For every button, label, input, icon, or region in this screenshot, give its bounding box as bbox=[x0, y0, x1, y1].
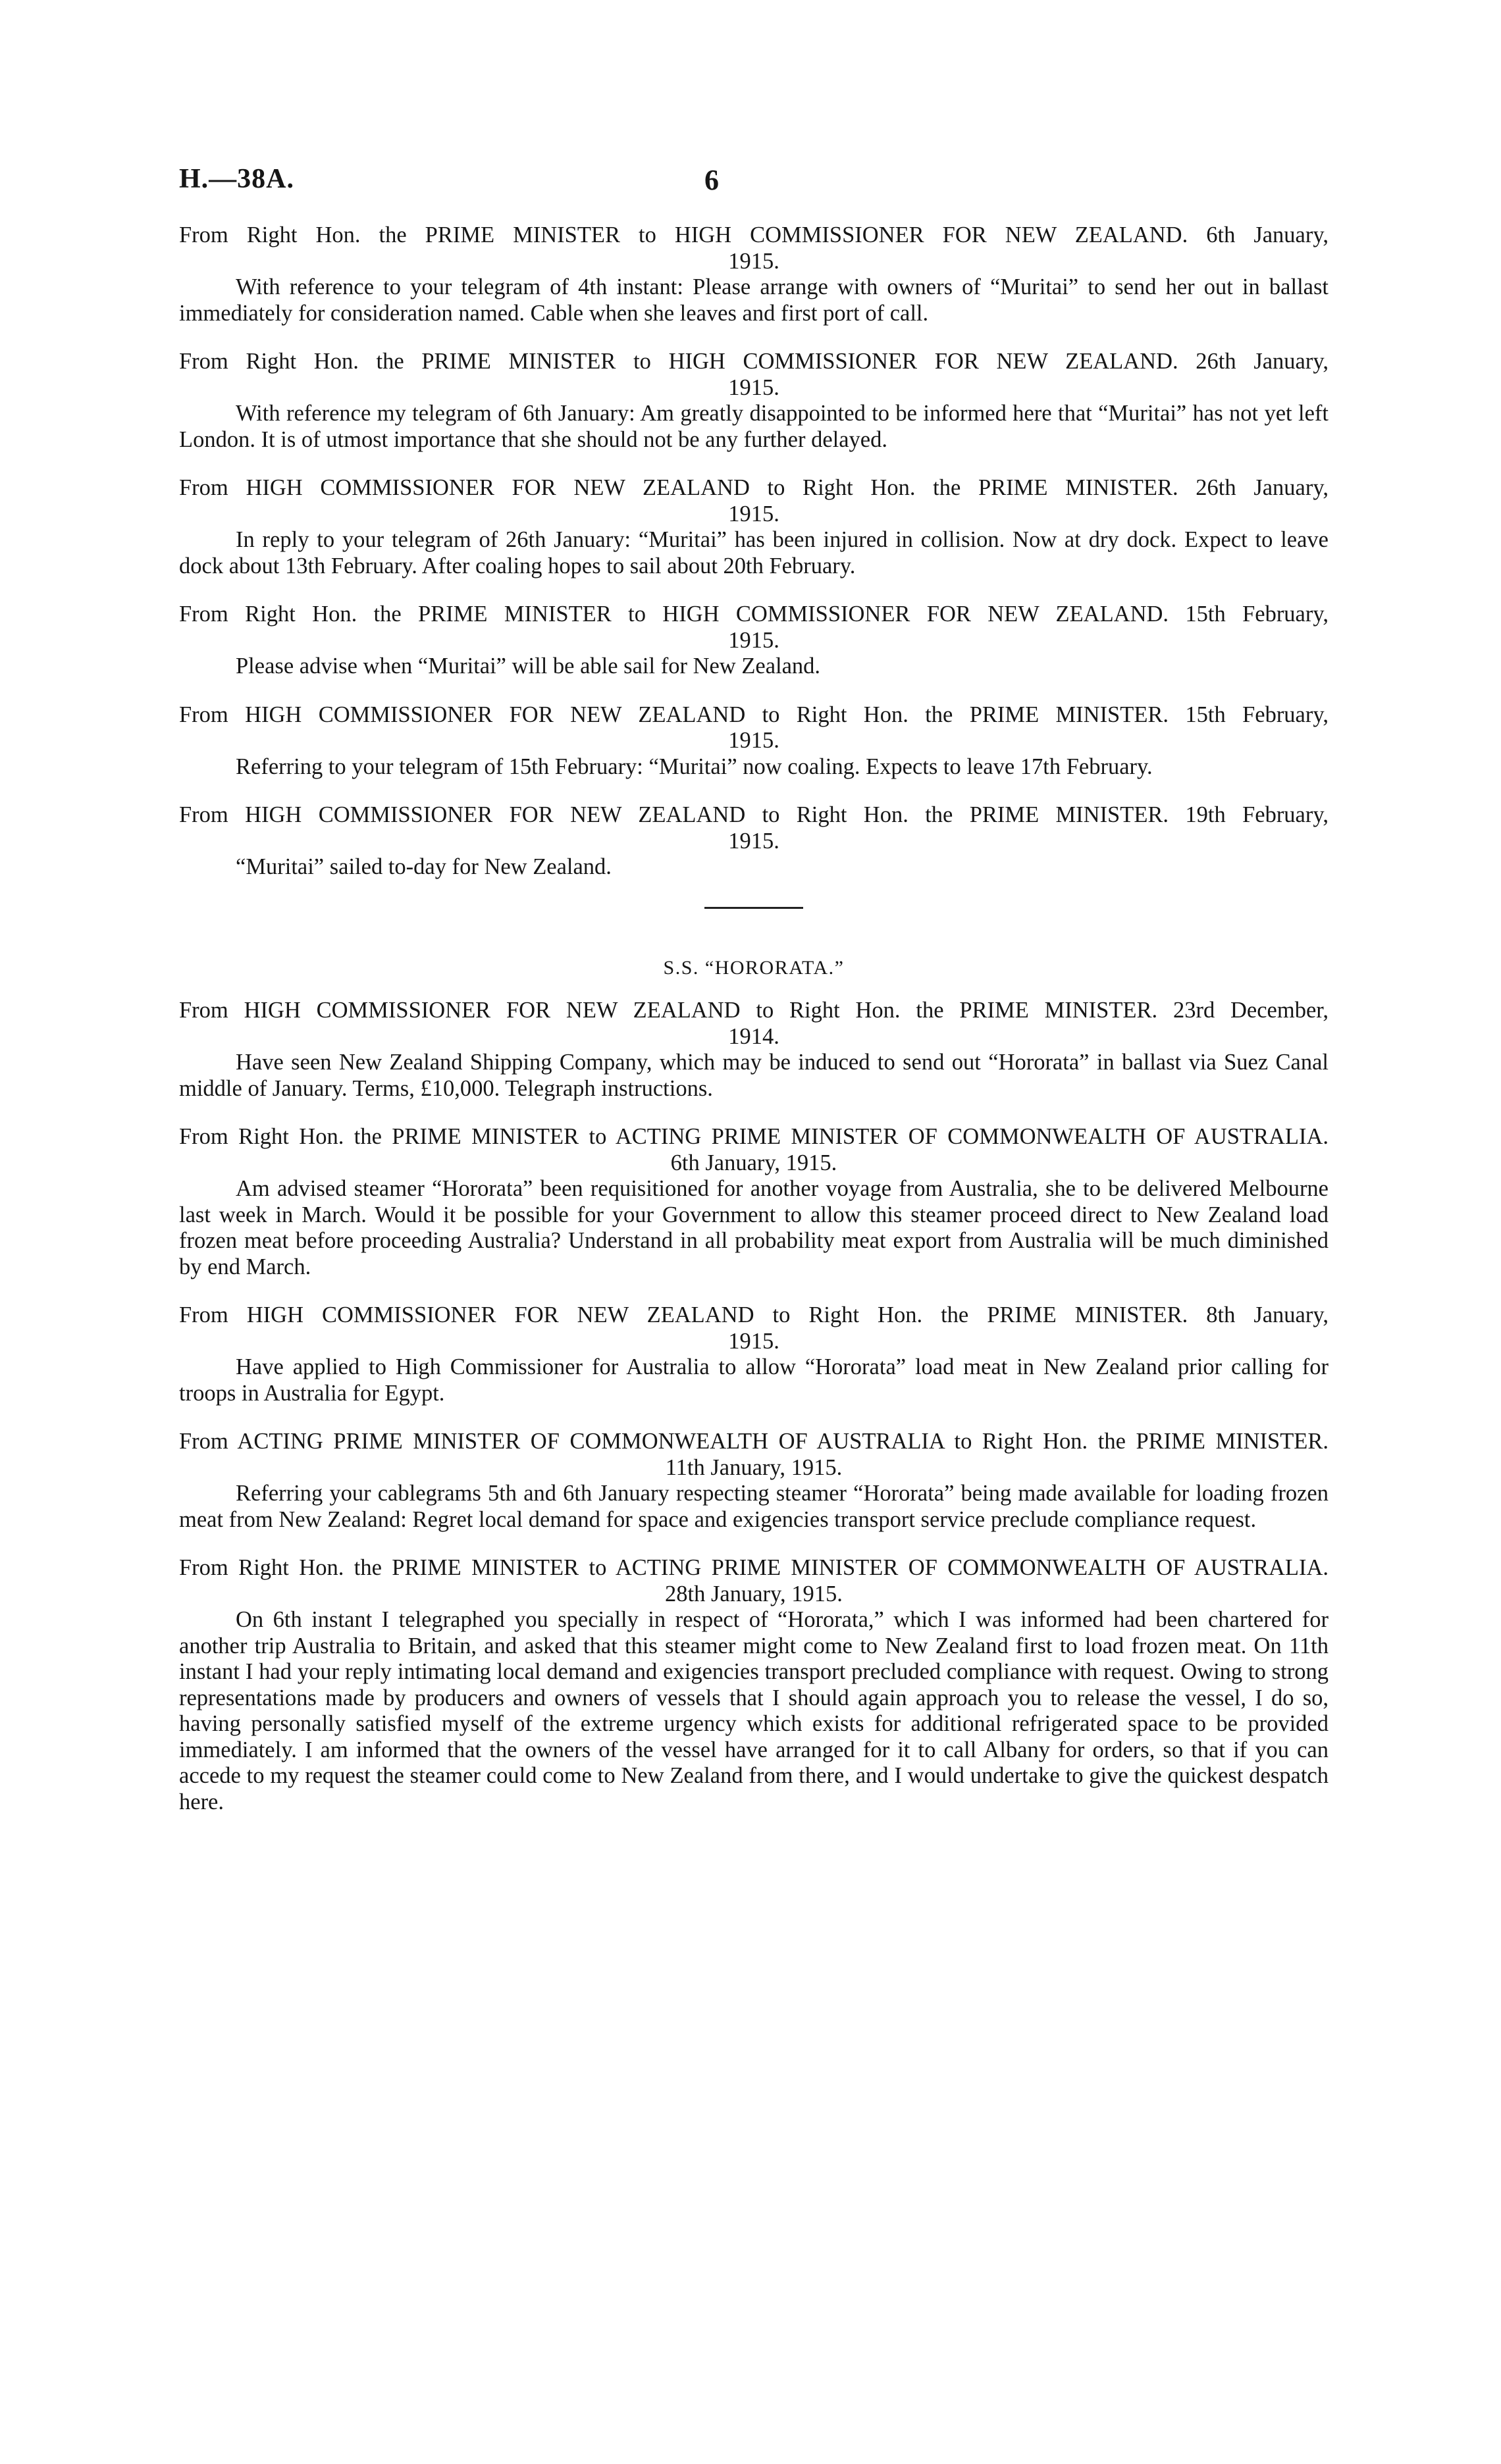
telegram-entry bbox=[179, 349, 1329, 453]
telegram-heading: From ACTING PRIME MINISTER OF COMMONWEALTH OF AUSTRALIA to Right Hon. the PRIME MINISTER. bbox=[179, 1429, 1329, 1454]
telegram-date: 1915. bbox=[728, 728, 779, 753]
telegram-body: Please advise when “Muritai” will be able sail for New Zealand. bbox=[236, 654, 821, 679]
telegram-heading: From HIGH COMMISSIONER FOR NEW ZEALAND to Right Hon. the PRIME MINISTER. 8th January, bbox=[179, 1302, 1329, 1327]
telegram-entry bbox=[179, 1302, 1329, 1406]
telegram-body: Referring to your telegram of 15th February: “Muritai” now coaling. Expects to leave 17th February. bbox=[236, 754, 1153, 779]
telegram-date: 1914. bbox=[728, 1023, 779, 1049]
telegram-date: 28th January, 1915. bbox=[665, 1581, 843, 1606]
telegram-heading: From Right Hon. the PRIME MINISTER to HIGH COMMISSIONER FOR NEW ZEALAND. 6th January, bbox=[179, 222, 1329, 247]
telegram-date: 1915. bbox=[728, 501, 779, 526]
telegram-heading: From Right Hon. the PRIME MINISTER to HIGH COMMISSIONER FOR NEW ZEALAND. 15th February, bbox=[179, 602, 1329, 627]
telegram-body: “Muritai” sailed to-day for New Zealand. bbox=[236, 854, 612, 879]
section-title: S.S. “HORORATA.” bbox=[663, 956, 845, 979]
document-reference: H.—38A. bbox=[179, 164, 294, 194]
telegram-date: 1915. bbox=[728, 1328, 779, 1354]
telegram-body: With reference my telegram of 6th January: Am greatly disappointed to be informed here that “Muritai” has not yet left London. It is of utmost importance that she should not be any further delayed. bbox=[179, 401, 1329, 452]
telegram-body: On 6th instant I telegraphed you specially in respect of “Hororata,” which I was informed had been chartered for another trip Australia to Britain, and asked that this steamer might come to New Zealand first to load frozen meat. On 11th instant I had your reply intimating local demand and exigencies transport precluded compliance with request. Owing to strong representations made by producers and owners of vessels that I should again approach you to release the vessel, I do so, having personally satisfied myself of the extreme urgency which exists for additional refrigerated space to be provided immediately. I am informed that the owners of the vessel have arranged for it to call Albany for orders, so that if you can accede to my request the steamer could come to New Zealand from there, and I would undertake to give the quickest despatch here. bbox=[179, 1607, 1329, 1814]
telegram-heading: From Right Hon. the PRIME MINISTER to HIGH COMMISSIONER FOR NEW ZEALAND. 26th January, bbox=[179, 349, 1329, 374]
telegram-entry bbox=[179, 702, 1329, 781]
telegram-entry bbox=[179, 998, 1329, 1102]
telegram-entry bbox=[179, 1429, 1329, 1533]
telegram-date: 1915. bbox=[728, 374, 779, 400]
telegram-entry bbox=[179, 475, 1329, 579]
telegram-heading: From HIGH COMMISSIONER FOR NEW ZEALAND to Right Hon. the PRIME MINISTER. 23rd December, bbox=[179, 998, 1329, 1023]
telegram-heading: From HIGH COMMISSIONER FOR NEW ZEALAND to Right Hon. the PRIME MINISTER. 15th February, bbox=[179, 702, 1329, 727]
telegram-entry bbox=[179, 602, 1329, 680]
telegram-body: In reply to your telegram of 26th January: “Muritai” has been injured in collision. Now at dry dock. Expect to leave dock about 13th February. After coaling hopes to sail about 20th February. bbox=[179, 527, 1329, 578]
telegram-heading: From HIGH COMMISSIONER FOR NEW ZEALAND to Right Hon. the PRIME MINISTER. 26th January, bbox=[179, 475, 1329, 500]
page-header bbox=[179, 163, 1332, 203]
telegram-heading: From Right Hon. the PRIME MINISTER to ACTING PRIME MINISTER OF COMMONWEALTH OF AUSTRALIA. bbox=[179, 1124, 1329, 1149]
telegram-date: 1915. bbox=[728, 627, 779, 653]
telegram-date: 6th January, 1915. bbox=[670, 1150, 837, 1175]
page-number: 6 bbox=[704, 164, 719, 196]
telegram-body: Have applied to High Commissioner for Australia to allow “Hororata” load meat in New Zealand prior calling for troops in Australia for Egypt. bbox=[179, 1354, 1329, 1406]
telegram-entry bbox=[179, 222, 1329, 326]
section-divider bbox=[704, 907, 803, 909]
telegram-date: 1915. bbox=[728, 828, 779, 854]
telegram-date: 11th January, 1915. bbox=[665, 1454, 843, 1480]
telegram-date: 1915. bbox=[728, 248, 779, 274]
telegram-body: Referring your cablegrams 5th and 6th January respecting steamer “Hororata” being made available for loading frozen meat from New Zealand: Regret local demand for space and exigencies transport service preclude compliance request. bbox=[179, 1481, 1329, 1532]
telegram-body: Have seen New Zealand Shipping Company, which may be induced to send out “Hororata” in ballast via Suez Canal middle of January. Terms, £10,000. Telegraph instructions. bbox=[179, 1050, 1329, 1101]
telegram-entry bbox=[179, 802, 1329, 881]
telegram-entry bbox=[179, 1555, 1329, 1815]
telegram-entry bbox=[179, 1124, 1329, 1280]
telegram-heading: From HIGH COMMISSIONER FOR NEW ZEALAND to Right Hon. the PRIME MINISTER. 19th February, bbox=[179, 802, 1329, 827]
document-body bbox=[179, 222, 1329, 1837]
telegram-body: Am advised steamer “Hororata” been requisitioned for another voyage from Australia, she to be delivered Melbourne last week in March. Would it be possible for your Government to allow this steamer proceed direct to New Zealand load frozen meat before proceeding Australia? Understand in all probability meat export from Australia will be much diminished by end March. bbox=[179, 1176, 1329, 1279]
telegram-body: With reference to your telegram of 4th instant: Please arrange with owners of “Muritai” to send her out in ballast immediately for consideration named. Cable when she leaves and first port of call. bbox=[179, 274, 1329, 326]
telegram-heading: From Right Hon. the PRIME MINISTER to ACTING PRIME MINISTER OF COMMONWEALTH OF AUSTRALIA. bbox=[179, 1555, 1329, 1580]
